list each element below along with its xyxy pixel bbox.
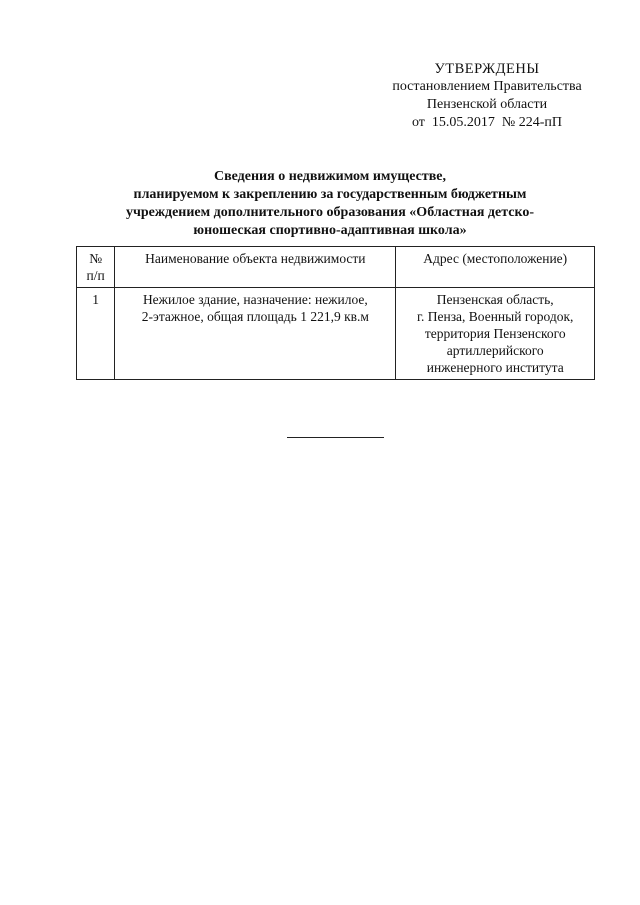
approval-line: постановлением Правительства <box>392 79 582 94</box>
address-line: инженерного института <box>426 360 564 375</box>
approval-date-line: от 15.05.2017 № 224-пП <box>411 115 563 130</box>
approval-heading: УТВЕРЖДЕНЫ <box>434 61 540 77</box>
approval-block <box>372 60 602 132</box>
table-header-row <box>77 247 595 288</box>
cell-object-name <box>115 288 396 380</box>
title-line: Сведения о недвижимом имуществе, <box>213 169 447 184</box>
title-line: юношеская спортивно-адаптивная школа» <box>193 223 467 238</box>
address-line: территория Пензенского <box>424 326 566 341</box>
header-number <box>77 247 115 288</box>
object-name-line: Нежилое здание, назначение: нежилое, <box>142 292 368 307</box>
address-line: г. Пенза, Военный городок, <box>416 309 574 324</box>
object-name-line: 2-этажное, общая площадь 1 221,9 кв.м <box>141 309 369 324</box>
header-address: Адрес (местоположение) <box>396 247 595 288</box>
approval-line: Пензенской области <box>426 97 548 112</box>
title-line: учреждением дополнительного образования «Областная детско- <box>125 205 535 220</box>
address-line: Пензенская область, <box>436 292 554 307</box>
cell-number: 1 <box>77 288 115 380</box>
title-line: планируемом к закреплению за государственным бюджетным <box>133 187 527 202</box>
address-line: артиллерийского <box>446 343 544 358</box>
header-number-abbr: п/п <box>86 268 105 283</box>
cell-address <box>396 288 595 380</box>
end-divider <box>287 437 384 438</box>
header-number-symbol: № <box>89 251 103 266</box>
table-row <box>77 288 595 380</box>
header-object-name: Наименование объекта недвижимости <box>115 247 396 288</box>
document-title <box>60 168 600 240</box>
property-table <box>76 246 595 380</box>
